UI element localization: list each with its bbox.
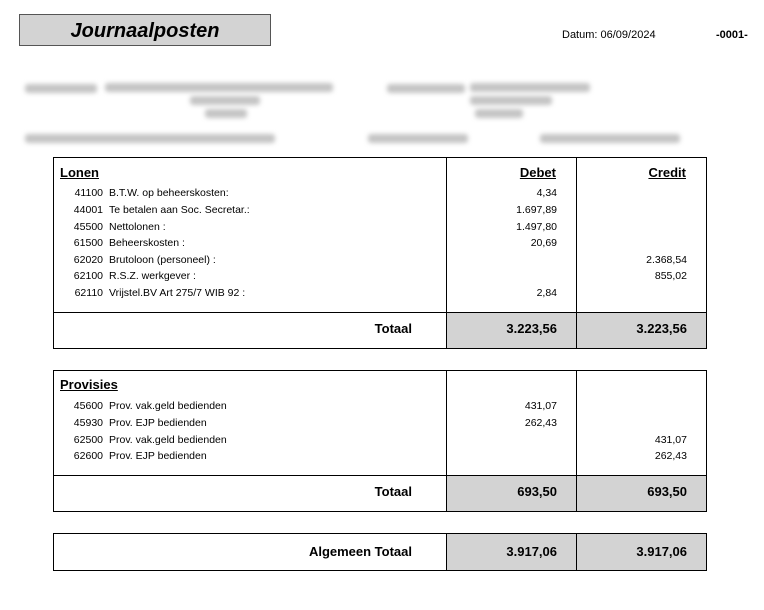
- total-label: Totaal: [374, 484, 412, 499]
- page-title: Journaalposten: [70, 20, 220, 42]
- total-divider: [54, 475, 706, 476]
- account-description: R.S.Z. werkgever :: [109, 270, 196, 282]
- account-number: 44001: [73, 204, 103, 216]
- total-debet: 3.223,56: [506, 321, 557, 336]
- account-description: B.T.W. op beheerskosten:: [109, 187, 229, 199]
- total-credit: 3.223,56: [636, 321, 687, 336]
- account-description: Beheerskosten :: [109, 237, 185, 249]
- journal-row: [54, 254, 706, 270]
- account-number: 41100: [74, 187, 103, 199]
- redacted-text: [475, 109, 523, 118]
- journal-row: [54, 450, 706, 466]
- redacted-text: [25, 134, 275, 143]
- debet-amount: 431,07: [524, 400, 557, 412]
- redacted-text: [105, 83, 333, 92]
- journal-row: [54, 434, 706, 450]
- account-description: Prov. EJP bedienden: [109, 450, 207, 462]
- credit-amount: 262,43: [654, 450, 687, 462]
- redacted-text: [205, 109, 247, 118]
- account-description: Brutoloon (personeel) :: [109, 254, 216, 266]
- debet-amount: 2,84: [536, 287, 557, 299]
- account-description: Vrijstel.BV Art 275/7 WIB 92 :: [109, 287, 246, 299]
- account-number: 62600: [73, 450, 103, 462]
- redacted-label-werkgever: [25, 84, 97, 93]
- grand-total-label: Algemeen Totaal: [308, 544, 412, 559]
- redacted-text: [470, 96, 552, 105]
- section-provisies: [53, 370, 707, 512]
- journal-row: [54, 417, 706, 433]
- account-number: 62500: [73, 434, 103, 446]
- journal-row: [54, 270, 706, 286]
- total-credit: 693,50: [647, 484, 687, 499]
- redacted-label-accountant: [387, 84, 465, 93]
- account-number: 62110: [74, 287, 103, 299]
- title-box: [19, 14, 271, 46]
- debet-header: Debet: [519, 165, 556, 180]
- grand-total-debet: 3.917,06: [506, 544, 557, 559]
- account-number: 45500: [73, 221, 103, 233]
- account-description: Te betalen aan Soc. Secretar.:: [109, 204, 250, 216]
- debet-amount: 262,43: [524, 417, 557, 429]
- credit-amount: 855,02: [654, 270, 687, 282]
- redacted-text: [190, 96, 260, 105]
- debet-amount: 1.697,89: [516, 204, 557, 216]
- total-divider: [54, 312, 706, 313]
- journal-row: [54, 221, 706, 237]
- page-number: -0001-: [716, 29, 748, 41]
- journal-row: [54, 287, 706, 303]
- grand-total-box: [53, 533, 707, 571]
- journal-row: [54, 400, 706, 416]
- column-divider: [576, 534, 577, 570]
- section-title: Lonen: [60, 165, 99, 180]
- account-description: Prov. vak.geld bedienden: [109, 434, 227, 446]
- credit-amount: 2.368,54: [646, 254, 687, 266]
- account-number: 61500: [73, 237, 103, 249]
- journal-row: [54, 204, 706, 220]
- account-number: 62100: [73, 270, 103, 282]
- credit-header: Credit: [648, 165, 686, 180]
- total-label: Totaal: [374, 321, 412, 336]
- account-description: Prov. EJP bedienden: [109, 417, 207, 429]
- redacted-text: [368, 134, 468, 143]
- date-label: Datum: 06/09/2024: [562, 29, 656, 41]
- account-number: 45600: [73, 400, 103, 412]
- debet-amount: 20,69: [530, 237, 557, 249]
- account-number: 45930: [73, 417, 103, 429]
- debet-amount: 4,34: [536, 187, 557, 199]
- redacted-text: [470, 83, 590, 92]
- account-description: Prov. vak.geld bedienden: [109, 400, 227, 412]
- section-title: Provisies: [60, 377, 118, 392]
- total-debet: 693,50: [517, 484, 557, 499]
- redacted-text: [540, 134, 680, 143]
- debet-amount: 1.497,80: [516, 221, 557, 233]
- journal-row: [54, 237, 706, 253]
- grand-total-credit: 3.917,06: [636, 544, 687, 559]
- section-lonen: [53, 157, 707, 349]
- journal-row: [54, 187, 706, 203]
- column-divider: [446, 534, 447, 570]
- account-number: 62020: [73, 254, 103, 266]
- account-description: Nettolonen :: [109, 221, 166, 233]
- credit-amount: 431,07: [654, 434, 687, 446]
